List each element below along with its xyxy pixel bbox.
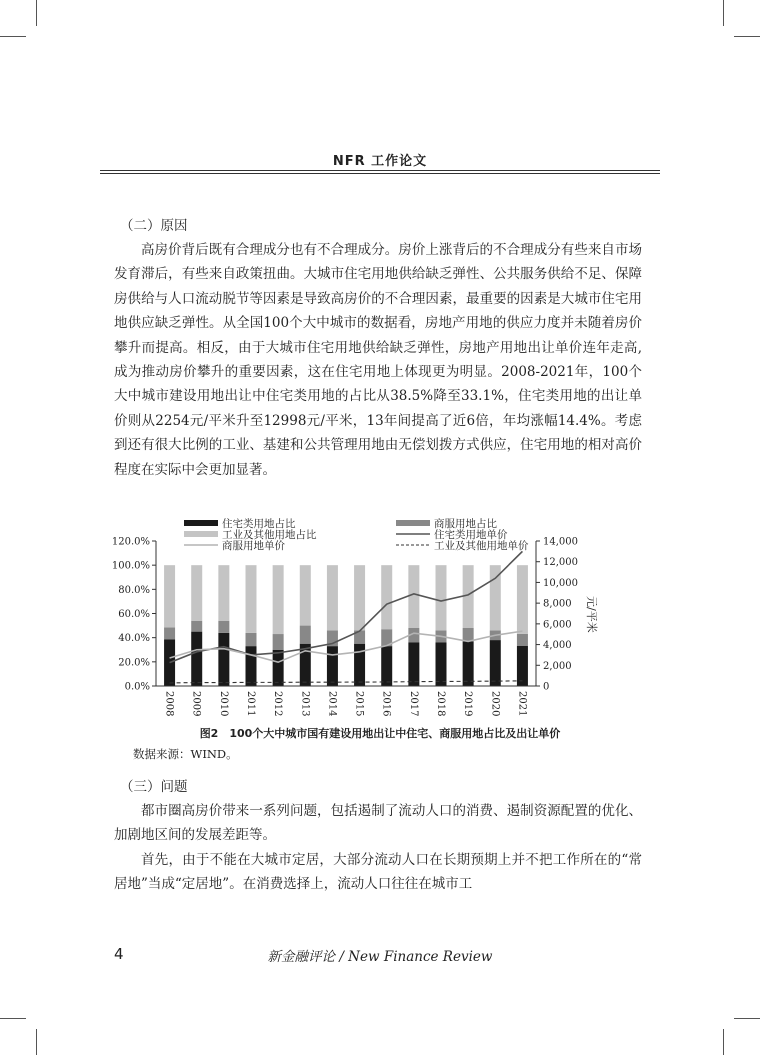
bar-segment bbox=[408, 565, 419, 628]
right-tick-label: 12,000 bbox=[543, 557, 578, 569]
figure-caption: 图2 100个大中城市国有建设用地出让中住宅、商服用地占比及出让单价 bbox=[199, 727, 561, 740]
x-tick-label: 2011 bbox=[245, 691, 256, 716]
bar-segment bbox=[246, 565, 257, 633]
left-tick-label: 100.0% bbox=[111, 560, 150, 572]
crop-mark bbox=[36, 1029, 37, 1055]
x-tick-label: 2008 bbox=[163, 691, 175, 716]
bar-segment bbox=[490, 640, 501, 686]
bar-segment bbox=[218, 565, 229, 621]
x-tick-label: 2016 bbox=[380, 691, 392, 716]
x-tick-label: 2018 bbox=[435, 691, 446, 716]
x-tick-label: 2012 bbox=[272, 691, 284, 716]
bar-segment bbox=[463, 565, 474, 628]
right-tick-label: 0 bbox=[543, 681, 550, 693]
running-title: NFR 工作论文 bbox=[332, 154, 428, 169]
legend-label: 住宅类用地单价 bbox=[434, 529, 508, 541]
left-tick-label: 80.0% bbox=[118, 584, 150, 596]
crop-mark bbox=[0, 1018, 26, 1019]
header-rule bbox=[100, 170, 660, 171]
bar-segment bbox=[246, 646, 257, 686]
body-paragraph: 都市圈高房价带来一系列问题，包括遏制了流动人口的消费、遏制资源配置的优化、加剧地区间的发展差距等。 bbox=[114, 803, 642, 844]
x-tick-label: 2010 bbox=[217, 691, 229, 716]
x-tick-label: 2015 bbox=[353, 691, 365, 716]
legend-label: 住宅类用地占比 bbox=[222, 518, 296, 530]
section-heading: （三）问题 bbox=[120, 779, 188, 795]
bar-segment bbox=[381, 646, 392, 686]
bar-segment bbox=[191, 565, 202, 621]
bar-segment bbox=[246, 633, 257, 646]
legend-swatch bbox=[184, 531, 218, 537]
x-tick-label: 2021 bbox=[516, 691, 528, 716]
bar-segment bbox=[218, 633, 229, 686]
figure-source: 数据来源：WIND。 bbox=[133, 747, 238, 761]
bar-segment bbox=[517, 634, 528, 646]
x-tick-label: 2009 bbox=[190, 691, 202, 716]
bar-segment bbox=[381, 565, 392, 629]
bar-segment bbox=[273, 634, 284, 650]
bar-segment bbox=[354, 644, 365, 686]
crop-mark bbox=[734, 36, 760, 37]
x-tick-label: 2020 bbox=[489, 691, 501, 716]
left-tick-label: 60.0% bbox=[118, 609, 150, 620]
bar-segment bbox=[436, 643, 447, 687]
x-tick-label: 2013 bbox=[299, 691, 311, 716]
bar-segment bbox=[463, 641, 474, 686]
bar-segment bbox=[300, 626, 311, 644]
left-tick-label: 20.0% bbox=[118, 657, 150, 669]
bar-segment bbox=[517, 565, 528, 634]
bar-segment bbox=[273, 650, 284, 686]
bar-segment bbox=[327, 646, 338, 686]
section-three bbox=[114, 775, 642, 897]
right-tick-label: 10,000 bbox=[543, 577, 578, 589]
right-tick-label: 8,000 bbox=[543, 598, 572, 610]
section-heading: （二）原因 bbox=[120, 218, 188, 234]
land-transfer-chart bbox=[100, 516, 640, 716]
page-number: 4 bbox=[114, 945, 124, 963]
legend-label: 商服用地单价 bbox=[222, 540, 285, 552]
x-tick-label: 2017 bbox=[407, 691, 419, 716]
bar-segment bbox=[218, 621, 229, 633]
bar-segment bbox=[164, 639, 175, 686]
body-paragraph: 首先，由于不能在大城市定居，大部分流动人口在长期预期上并不把工作所在的“常居地”当成“定居地”。在消费选择上，流动人口往往在城市工 bbox=[114, 851, 642, 893]
crop-mark bbox=[723, 0, 724, 26]
bar-segment bbox=[164, 627, 175, 639]
left-tick-label: 40.0% bbox=[118, 633, 150, 645]
bar-segment bbox=[273, 565, 284, 634]
bar-segment bbox=[327, 565, 338, 630]
right-tick-label: 2,000 bbox=[543, 660, 572, 672]
bar-segment bbox=[408, 643, 419, 687]
right-tick-label: 6,000 bbox=[543, 619, 572, 631]
legend-swatch bbox=[184, 520, 218, 526]
bar-segment bbox=[300, 565, 311, 625]
bar-segment bbox=[436, 565, 447, 630]
left-tick-label: 0.0% bbox=[124, 681, 150, 693]
left-tick-label: 120.0% bbox=[111, 536, 150, 548]
legend-label: 工业及其他用地占比 bbox=[222, 529, 317, 541]
right-tick-label: 4,000 bbox=[543, 640, 572, 652]
bar-segment bbox=[164, 565, 175, 627]
bar-segment bbox=[191, 632, 202, 686]
bar-segment bbox=[517, 646, 528, 686]
body-paragraph: 高房价背后既有合理成分也有不合理成分。房价上涨背后的不合理成分有些来自市场发育滞后，有些来自政策扭曲。大城市住宅用地供给缺乏弹性、公共服务供给不足、保障房供给与人口流动脱节等因素是导致高房价的不合理因素，最重要的因素是大城市住宅用地供应缺乏弹性。从全国100个大中城市的数据看，房地产用地的供应力度并未随着房价攀升而提高。相反，由于大城市住宅用地供给缺乏弹性，房地产用地出让单价连年走高,成为推动房价攀升的重要因素，这在住宅用地上体现更为明显。2008-2021年，100个大中城市建设用地出让中住宅类用地的占比从38.5%降至33.1%，住宅类用地的出让单价则从2254元/平米升至12998元/平米，13年间提高了近6倍，年均涨幅14.4%。考虑到还有很大比例的工业、基建和公共管理用地由无偿划拨方式供应，住宅用地的相对高价程度在实际中会更加显著。 bbox=[114, 242, 642, 478]
crop-mark bbox=[734, 1018, 760, 1019]
crop-mark bbox=[723, 1029, 724, 1055]
crop-mark bbox=[36, 0, 37, 26]
bar-segment bbox=[463, 628, 474, 641]
section-two bbox=[114, 214, 642, 482]
crop-mark bbox=[0, 36, 26, 37]
x-tick-label: 2019 bbox=[462, 691, 474, 716]
bar-segment bbox=[191, 621, 202, 632]
header-rule bbox=[100, 173, 660, 174]
right-tick-label: 14,000 bbox=[543, 536, 578, 548]
journal-title: 新金融评论 / New Finance Review bbox=[267, 949, 493, 965]
bar-segment bbox=[354, 565, 365, 630]
legend-label: 工业及其他用地单价 bbox=[434, 540, 529, 552]
x-tick-label: 2014 bbox=[326, 691, 338, 716]
legend-swatch bbox=[396, 520, 430, 526]
legend-label: 商服用地占比 bbox=[434, 518, 497, 530]
right-axis-title: 元/平米 bbox=[585, 596, 598, 633]
